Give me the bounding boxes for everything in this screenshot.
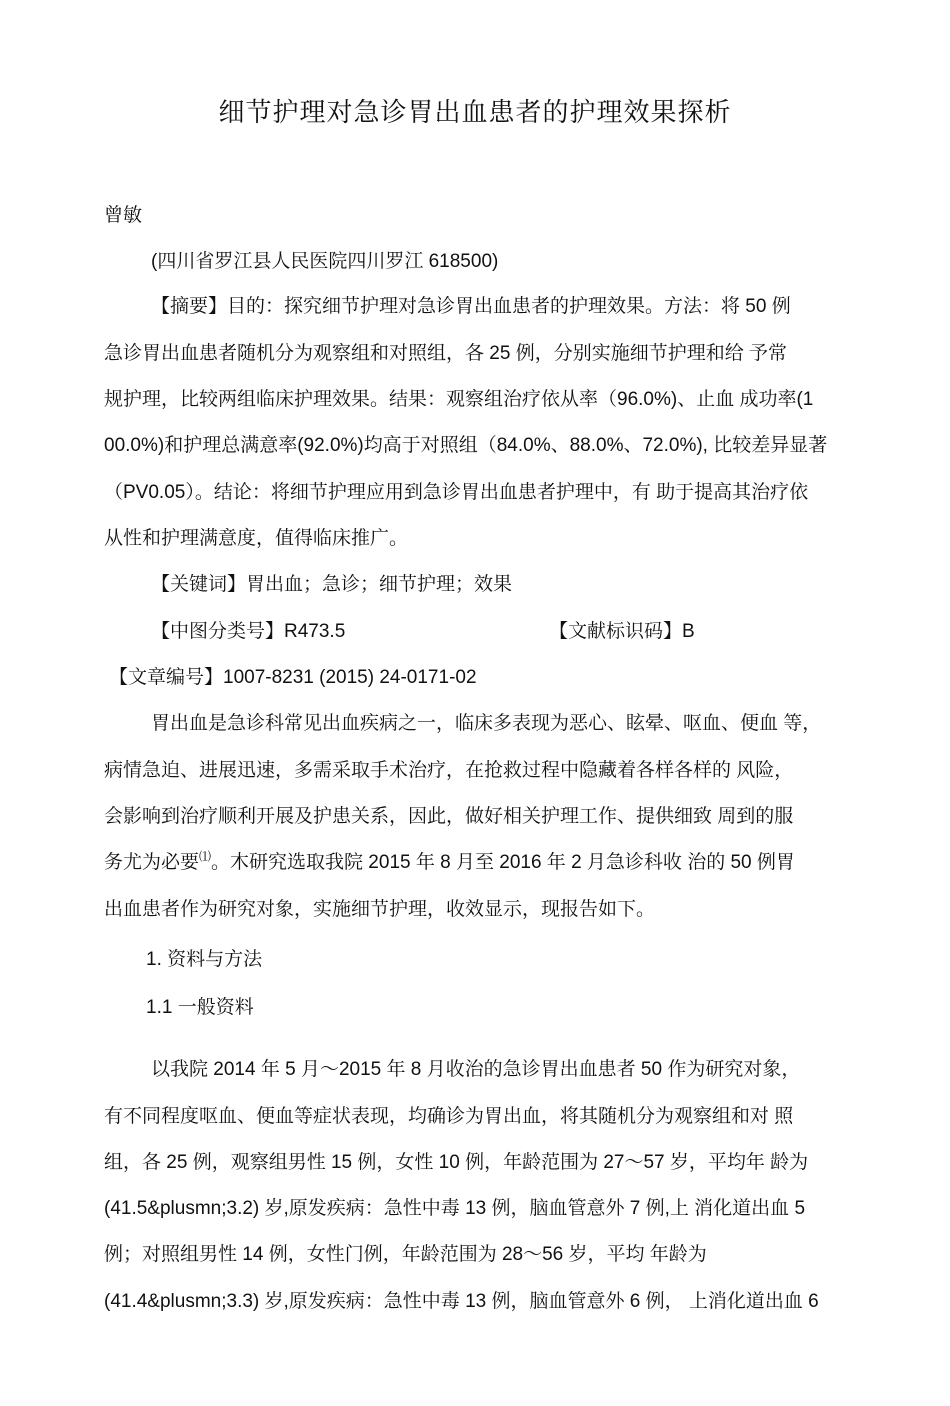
body-line: 出血患者作为研究对象，实施细节护理，收效显示，现报告如下。 [104,899,656,920]
subsection-heading: 1.1 一般资料 [146,997,254,1018]
article-number: 【文章编号】1007-8231 (2015) 24-0171-02 [109,667,477,688]
body-line: 以我院 2014 年 5 月〜2015 年 8 月收治的急诊胃出血患者 50 作为研究对象， [151,1059,801,1080]
document-code: 【文献标识码】B [549,621,695,642]
abstract-line: 【摘要】目的：探究细节护理对急诊胃出血患者的护理效果。方法：将 50 例 [151,296,791,317]
paper-title: 细节护理对急诊胃出血患者的护理效果探析 [218,97,732,127]
body-line: 胃出血是急诊科常见出血疾病之一，临床多表现为恶心、眩晕、呕血、便血 等， [151,713,822,734]
body-line: 例；对照组男性 14 例，女性门例，年龄范围为 28〜56 岁，平均 年龄为 [104,1244,707,1265]
body-text: 。木研究选取我院 2015 年 8 月至 2016 年 2 月急诊科收 治的 50 例胃 [211,852,795,873]
abstract-line: 急诊胃出血患者随机分为观察组和对照组，各 25 例，分别实施细节护理和给 予常 [104,343,787,364]
body-line [104,850,795,876]
classification-number: 【中图分类号】R473.5 [151,621,346,642]
keywords: 【关键词】胃出血；急诊；细节护理；效果 [151,574,513,595]
abstract-line: 从性和护理满意度，值得临床推广。 [104,528,409,549]
abstract-line: 规护理，比较两组临床护理效果。结果：观察组治疗依从率（96.0%)、止血 成功率(1 [104,389,814,410]
citation-mark: ⑴ [199,849,212,864]
body-line: 组，各 25 例，观察组男性 15 例，女性 10 例，年龄范围为 27〜57 岁，平均年 龄为 [104,1152,809,1173]
body-line: 有不同程度呕血、便血等症状表现，均确诊为胃出血，将其随机分为观察组和对 照 [104,1106,794,1127]
author-affiliation: (四川省罗江县人民医院四川罗江 618500) [151,251,499,272]
body-line: (41.4&plusmn;3.3) 岁,原发疾病：急性中毒 13 例，脑血管意外 6 例， 上消化道出血 6 [104,1291,819,1312]
section-heading: 1. 资料与方法 [146,949,263,970]
body-line: 会影响到治疗顺利开展及护患关系，因此，做好相关护理工作、提供细致 周到的服 [104,806,794,827]
body-line: (41.5&plusmn;3.2) 岁,原发疾病：急性中毒 13 例，脑血管意外 7 例,上 消化道出血 5 [104,1198,806,1219]
author-name: 曾敏 [104,205,143,226]
body-text: 务尤为必要 [104,852,200,873]
body-line: 病情急迫、进展迅速，多需采取手术治疗，在抢救过程中隐藏着各样各样的 风险， [104,760,794,781]
abstract-line: 00.0%)和护理总满意率(92.0%)均高于对照组（84.0%、88.0%、72.0%), 比较差异显著 [104,435,828,456]
abstract-line: （PV0.05）。结论：将细节护理应用到急诊胃出血患者护理中，有 助于提高其治疗依 [104,482,809,503]
